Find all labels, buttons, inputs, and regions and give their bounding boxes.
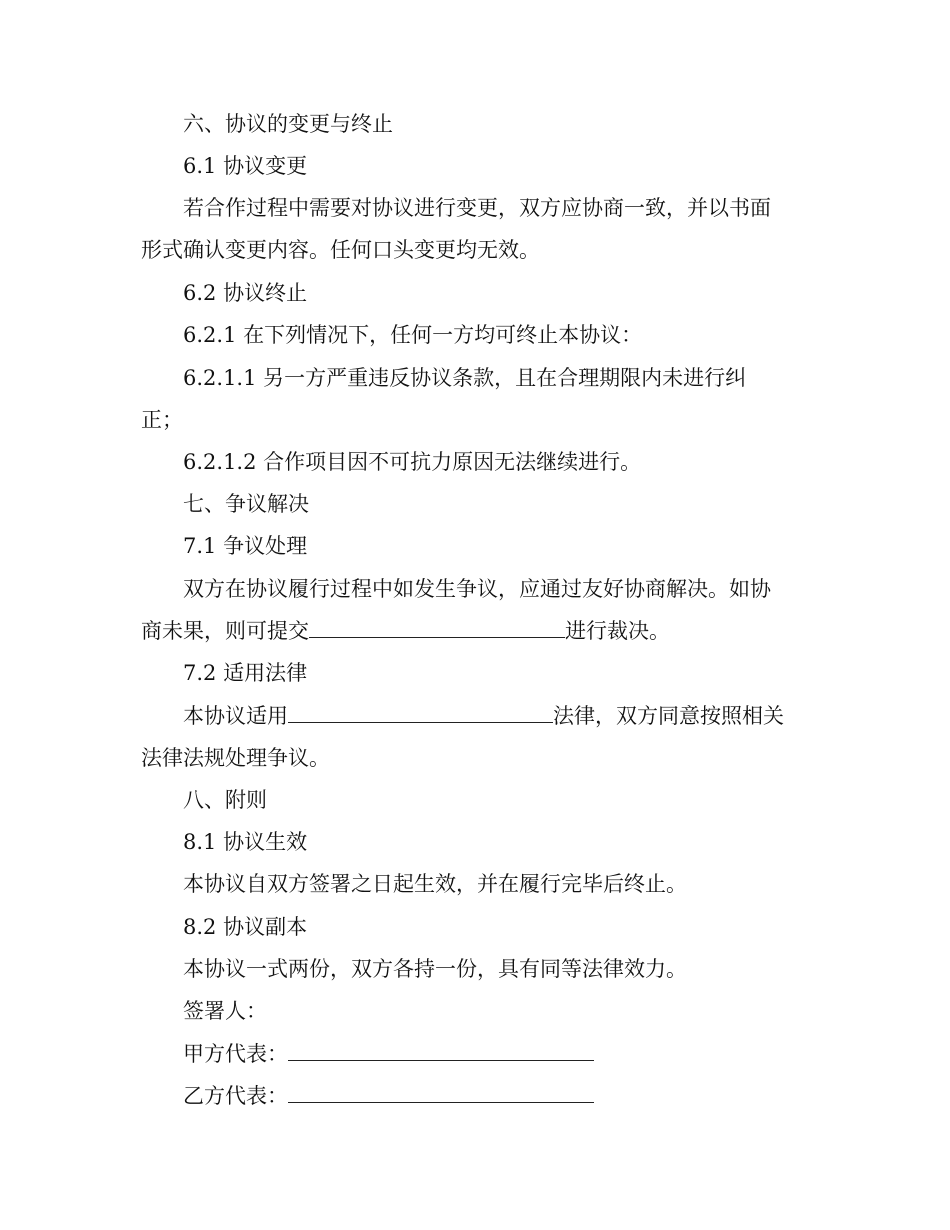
clause-6-2-1-1-line2: 正； — [141, 408, 183, 432]
section-8-heading: 八、附则 — [183, 788, 267, 812]
section-7-1-text-line2-pre: 商未果，则可提交 — [141, 619, 309, 643]
section-8-2-heading: 8.2 协议副本 — [183, 915, 308, 939]
section-7-1-text-line2 — [141, 618, 811, 644]
section-6-1-heading: 6.1 协议变更 — [183, 154, 308, 178]
section-8-1-text: 本协议自双方签署之日起生效，并在履行完毕后终止。 — [183, 872, 687, 896]
section-7-2-text-line2: 法律法规处理争议。 — [141, 746, 330, 770]
section-7-1-text-line2-post: 进行裁决。 — [565, 619, 670, 643]
party-b-label: 乙方代表： — [183, 1084, 288, 1108]
clause-6-2-1: 6.2.1 在下列情况下，任何一方均可终止本协议： — [183, 323, 643, 347]
section-7-2-text-line1-pre: 本协议适用 — [183, 704, 288, 728]
section-7-1-text-line1: 双方在协议履行过程中如发生争议，应通过友好协商解决。如协 — [183, 577, 771, 601]
party-a-signature-blank — [288, 1042, 594, 1061]
arbitration-body-blank — [309, 619, 565, 638]
governing-law-blank — [288, 704, 553, 723]
party-b-signature-line — [183, 1083, 853, 1109]
section-7-1-heading: 7.1 争议处理 — [183, 534, 308, 558]
section-7-2-text-line1 — [183, 703, 853, 729]
signatories-label: 签署人： — [183, 999, 267, 1023]
section-7-2-text-line1-post: 法律，双方同意按照相关 — [553, 704, 784, 728]
party-a-label: 甲方代表： — [183, 1042, 288, 1066]
clause-6-2-1-1-line1: 6.2.1.1 另一方严重违反协议条款，且在合理期限内未进行纠 — [183, 366, 747, 390]
party-b-signature-blank — [288, 1084, 594, 1103]
section-6-heading: 六、协议的变更与终止 — [183, 112, 393, 136]
section-8-1-heading: 8.1 协议生效 — [183, 830, 308, 854]
section-6-1-text-line1: 若合作过程中需要对协议进行变更，双方应协商一致，并以书面 — [183, 196, 771, 220]
section-6-2-heading: 6.2 协议终止 — [183, 281, 308, 305]
party-a-signature-line — [183, 1041, 853, 1067]
section-6-1-text-line2: 形式确认变更内容。任何口头变更均无效。 — [141, 238, 540, 262]
section-8-2-text: 本协议一式两份，双方各持一份，具有同等法律效力。 — [183, 957, 687, 981]
section-7-heading: 七、争议解决 — [183, 492, 309, 516]
clause-6-2-1-2: 6.2.1.2 合作项目因不可抗力原因无法继续进行。 — [183, 450, 642, 474]
section-7-2-heading: 7.2 适用法律 — [183, 661, 308, 685]
